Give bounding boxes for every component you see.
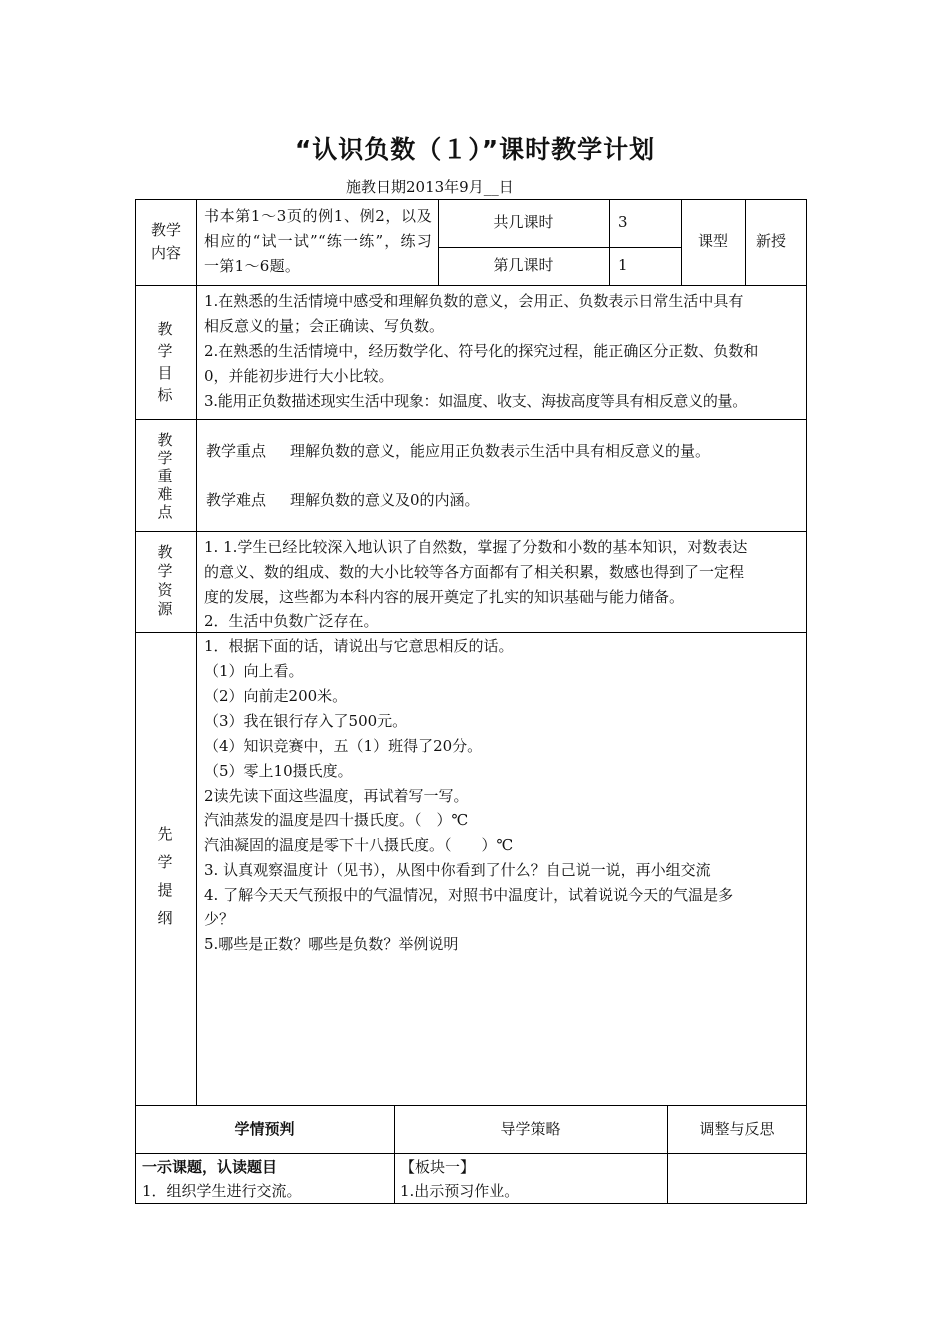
difficulty-text: 理解负数的意义及0的内涵。	[290, 491, 480, 509]
teaching-date: 施教日期2013年9月__日	[346, 178, 514, 196]
header-adjust-reflect: 调整与反思	[699, 1120, 775, 1138]
resource-line: 度的发展，这些都为本科内容的展开奠定了扎实的知识基础与能力储备。	[204, 588, 685, 606]
resource-line: 1. 1.学生已经比较深入地认识了自然数，掌握了分数和小数的基本知识，对数表达	[204, 538, 748, 556]
resource-line: 2．生活中负数广泛存在。	[204, 612, 379, 630]
key-points-label: 教学重难点	[157, 431, 173, 521]
goals-label: 教学目标	[157, 320, 173, 404]
preview-line: 5.哪些是正数？哪些是负数？举例说明	[204, 935, 459, 953]
strategy-section-title: 【板块一】	[400, 1158, 476, 1176]
preview-line: 汽油凝固的温度是零下十八摄氏度。（ ）℃	[204, 836, 514, 854]
preview-line: （4）知识竞赛中，五（1）班得了20分。	[204, 737, 483, 755]
preview-line: 少？	[204, 910, 235, 928]
preview-line: 1．根据下面的话，请说出与它意思相反的话。	[204, 637, 514, 655]
resources-label: 教学资源	[157, 543, 173, 618]
lesson-type-label: 课型	[697, 232, 728, 250]
lesson-type-value: 新授	[755, 232, 786, 250]
preview-label: 先学提纲	[157, 825, 173, 927]
preview-line: 2读先读下面这些温度，再试着写一写。	[204, 787, 469, 805]
goal-line: 0，并能初步进行大小比较。	[204, 367, 394, 385]
preview-line: 汽油蒸发的温度是四十摄氏度。（ ）℃	[204, 811, 469, 829]
total-lessons-value: 3	[618, 213, 628, 231]
student-section-line: 1．组织学生进行交流。	[142, 1182, 302, 1200]
preview-line: 3. 认真观察温度计（见书），从图中你看到了什么？自己说一说，再小组交流	[204, 861, 711, 879]
focus-text: 理解负数的意义，能应用正负数表示生活中具有相反意义的量。	[290, 442, 711, 460]
goal-line: 2.在熟悉的生活情境中，经历数学化、符号化的探究过程，能正确区分正数、负数和	[204, 342, 759, 360]
goal-line: 3.能用正负数描述现实生活中现象：如温度、收支、海拔高度等具有相反意义的量。	[204, 392, 747, 410]
focus-label: 教学重点	[206, 442, 267, 460]
goal-line: 相反意义的量；会正确读、写负数。	[204, 317, 445, 335]
header-guidance-strategy: 导学策略	[500, 1120, 561, 1138]
student-section-title: 一示课题，认读题目	[142, 1158, 278, 1176]
resource-line: 的意义、数的组成、数的大小比较等各方面都有了相关积累，数感也得到了一定程	[204, 563, 745, 581]
page-title: “认识负数（１）”课时教学计划	[294, 135, 656, 164]
lesson-number-value: 1	[618, 256, 628, 274]
content-text: 书本第1～3页的例1、例2，以及相应的“试一试”“练一练”，练习一第1～6题。	[204, 207, 432, 275]
goal-line: 1.在熟悉的生活情境中感受和理解负数的意义，会用正、负数表示日常生活中具有	[204, 292, 744, 310]
preview-line: （5）零上10摄氏度。	[204, 762, 353, 780]
lesson-number-label: 第几课时	[493, 256, 554, 274]
header-student-analysis: 学情预判	[234, 1120, 295, 1138]
preview-line: （2）向前走200米。	[204, 687, 348, 705]
preview-line: （1）向上看。	[204, 662, 304, 680]
preview-line: 4. 了解今天天气预报中的气温情况，对照书中温度计，试着说说今天的气温是多	[204, 886, 734, 904]
total-lessons-label: 共几课时	[493, 213, 554, 231]
preview-line: （3）我在银行存入了500元。	[204, 712, 408, 730]
difficulty-label: 教学难点	[206, 491, 267, 509]
strategy-section-line: 1.出示预习作业。	[400, 1182, 520, 1200]
content-label: 教学内容	[150, 221, 181, 262]
